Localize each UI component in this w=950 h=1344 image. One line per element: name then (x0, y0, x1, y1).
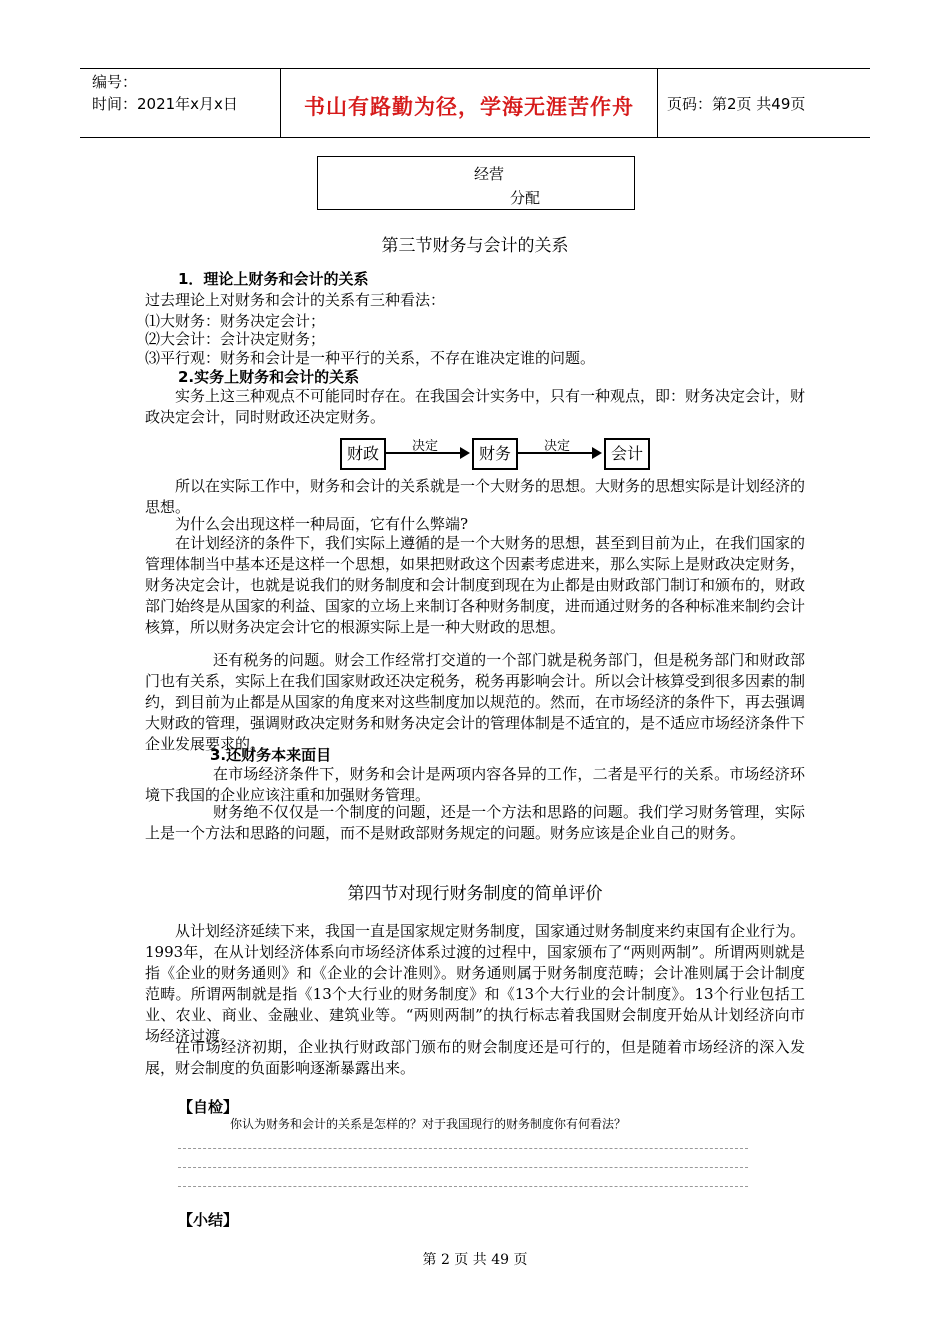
self-check-question: 你认为财务和会计的关系是怎样的？对于我国现行的财务制度你有何看法？ (230, 1117, 627, 1131)
section3-para: 还有税务的问题。财会工作经常打交道的一个部门就是税务部门，但是税务部门和财政部门也有关系，实际上在我们国家财政还决定税务，税务再影响会计。所以会计核算受到很多因素的制约，到目前为止都是从国家的角度来对这些制度加以规范的。然而，在市场经济的条件下，再去强调大财政的管理，强调财政决定财务和财务决定会计的管理体制是不适宜的，是不适应市场经济条件下企业发展要求的。 (145, 651, 806, 753)
answer-line (178, 1167, 748, 1168)
header-number: 编号： (92, 73, 138, 91)
flow-box-finance-gov: 财政 (340, 438, 386, 470)
page-header (80, 68, 870, 138)
section3-title: 第三节财务与会计的关系 (381, 236, 569, 256)
section3-para: 所以在实际工作中，财务和会计的关系就是一个大财务的思想。大财务的思想实际是计划经济的思想。 (145, 477, 806, 516)
section3-para: 为什么会出现这样一种局面，它有什么弊端? (175, 515, 469, 533)
section3-heading-2: 2.实务上财务和会计的关系 (178, 368, 360, 386)
section3-para: 过去理论上对财务和会计的关系有三种看法： (145, 291, 446, 309)
section3-para: 在计划经济的条件下，我们实际上遵循的是一个大财务的思想，甚至到目前为止，在我们国家的管理体制当中基本还是这样一个思想，如果把财政这个因素考虑进来，那么实际上是财政决定财务，财务决定会计，也就是说我们的财务制度和会计制度到现在为止都是由财政部门制订和颁布的，财政部门始终是从国家的利益、国家的立场上来制订各种财务制度，进而通过财务的各种标准来制约会计核算，所以财务决定会计它的根源实际上是一种大财政的思想。 (145, 534, 806, 636)
section4-title: 第四节对现行财务制度的简单评价 (347, 884, 603, 904)
section3-list-item: ⑶平行观：财务和会计是一种平行的关系，不存在谁决定谁的问题。 (145, 349, 596, 367)
top-box (317, 156, 635, 210)
top-box-line2: 分配 (510, 189, 541, 207)
top-box-line1: 经营 (474, 165, 505, 183)
flow-diagram (340, 438, 650, 472)
answer-line (178, 1186, 748, 1187)
self-check-title: 【自检】 (178, 1098, 239, 1116)
answer-line (178, 1148, 748, 1149)
section3-heading-1: 1．理论上财务和会计的关系 (178, 270, 369, 288)
section3-para: 财务绝不仅仅是一个制度的问题，还是一个方法和思路的问题。我们学习财务管理，实际上是一个方法和思路的问题，而不是财政部财务规定的问题。财务应该是企业自己的财务。 (145, 803, 805, 842)
header-meta (92, 71, 238, 115)
section4-para: 从计划经济延续下来，我国一直是国家规定财务制度，国家通过财务制度来约束国有企业行为。1993年，在从计划经济体系向市场经济体系过渡的过程中，国家颁布了“两则两制”。所谓两则就是指《企业的财务通则》和《企业的会计准则》。财务通则属于财务制度范畴；会计准则属于会计制度范畴。所谓两制就是指《13个大行业的财务制度》和《13个大行业的会计制度》。13个行业包括工业、农业、商业、金融业、建筑业等。“两则两制”的执行标志着我国财会制度开始从计划经济向市场经济过渡。 (145, 922, 806, 1045)
section3-para: 实务上这三种观点不可能同时存在。在我国会计实务中，只有一种观点，即：财务决定会计，财政决定会计，同时财政还决定财务。 (145, 387, 806, 426)
header-motto: 书山有路勤为径，学海无涯苦作舟 (304, 95, 634, 119)
page-footer: 第 2 页 共 49 页 (422, 1252, 528, 1268)
flow-box-accounting: 会计 (604, 438, 650, 470)
flow-label: 决定 (412, 439, 439, 454)
header-divider (657, 69, 658, 137)
section3-heading-3: 3.还财务本来面目 (210, 746, 332, 764)
arrow-right-icon (592, 447, 602, 459)
header-page-number: 页码：第2页 共49页 (667, 95, 806, 113)
header-date: 时间：2021年x月x日 (92, 95, 238, 113)
arrow-right-icon (460, 447, 470, 459)
flow-box-finance: 财务 (472, 438, 518, 470)
section4-para: 在市场经济初期，企业执行财政部门颁布的财会制度还是可行的，但是随着市场经济的深入发展，财会制度的负面影响逐渐暴露出来。 (145, 1038, 805, 1077)
flow-label: 决定 (544, 439, 571, 454)
summary-title: 【小结】 (178, 1211, 239, 1229)
section3-list-item: ⑵大会计：会计决定财务； (145, 330, 326, 348)
section3-para: 在市场经济条件下，财务和会计是两项内容各异的工作，二者是平行的关系。市场经济环境下我国的企业应该注重和加强财务管理。 (145, 765, 805, 804)
section3-list-item: ⑴大财务：财务决定会计； (145, 312, 326, 330)
